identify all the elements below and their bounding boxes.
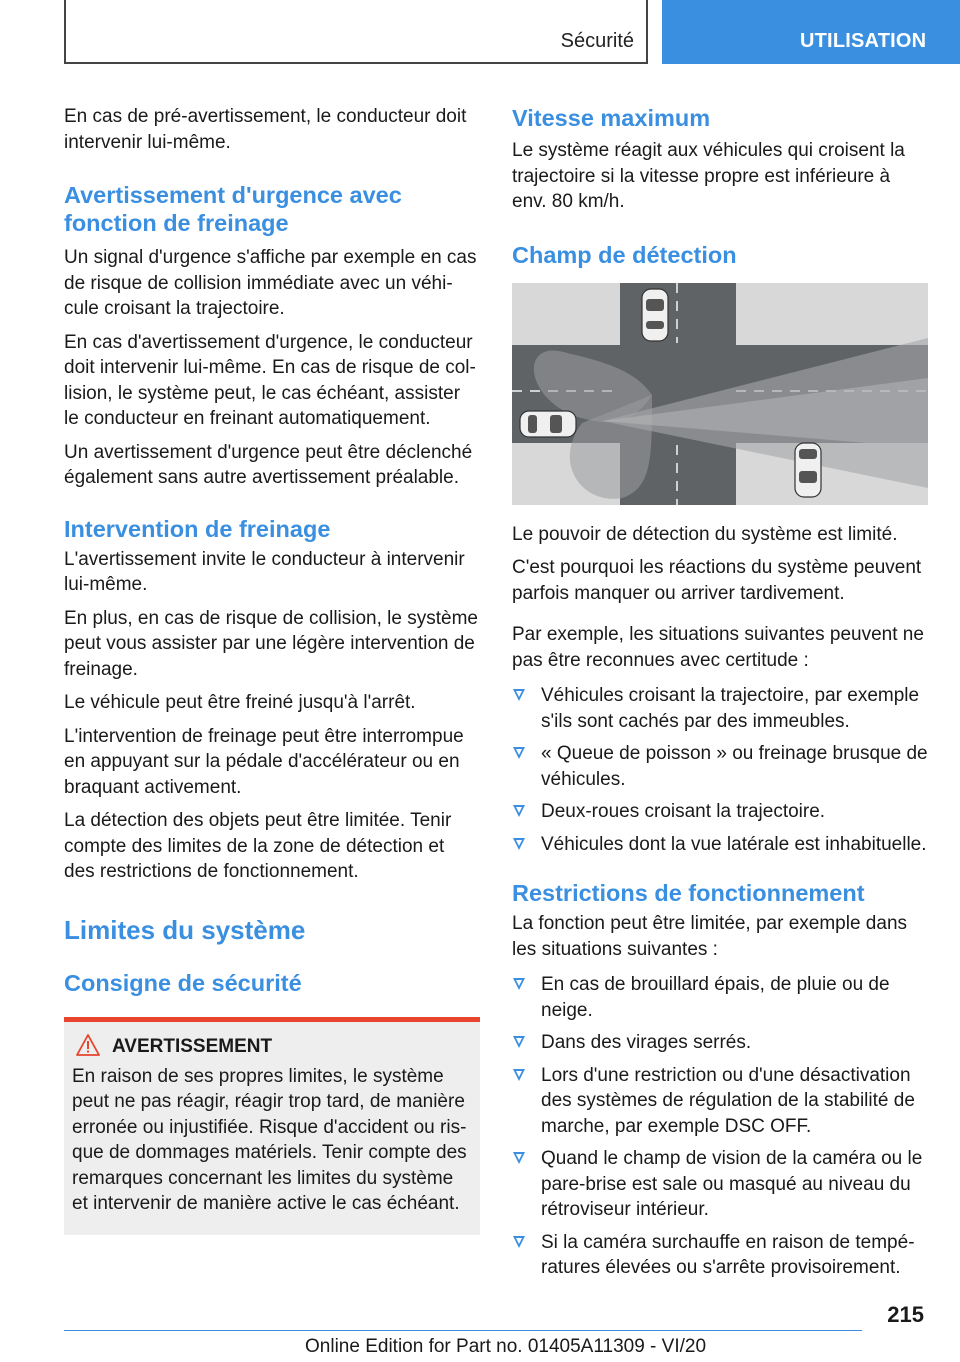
header-section-box <box>64 0 648 64</box>
warning-text: En raison de ses propres limites, le système peut ne pas réagir, réagir trop tard, de manière erronée ou injustifiée. Risque d'accident ou ris-que de dommages matériels. Tenir compte des remarques concernant les limites du système et intervenir de manière active le cas échéant. <box>72 1065 467 1214</box>
right-column <box>512 104 928 1288</box>
bullet-triangle-icon <box>513 1036 525 1048</box>
heading-safety-note: Consigne de sécurité <box>64 969 302 996</box>
car-top <box>642 289 668 341</box>
page-number: 215 <box>887 1302 924 1327</box>
list-item <box>512 683 928 734</box>
list-item <box>512 1063 928 1140</box>
heading-restrictions: Restrictions de fonctionnement <box>512 880 865 906</box>
list-item-text: Si la caméra surchauffe en raison de tempé-ratures élevées ou s'arrête provisoirement. <box>541 1231 915 1278</box>
list-item-text: Quand le champ de vision de la caméra ou le pare-brise est sale ou masqué au niveau du rétroviseur intérieur. <box>541 1148 923 1220</box>
heading-emergency-warning: Avertissement d'urgence avec fonction de freinage <box>64 182 402 236</box>
car-bottom <box>795 443 821 497</box>
list-item-text: Véhicules dont la vue latérale est inhabituelle. <box>541 833 927 855</box>
braking-paragraph-1: L'avertissement invite le conducteur à intervenir lui-même. <box>64 548 465 595</box>
braking-paragraph-3: Le véhicule peut être freiné jusqu'à l'arrêt. <box>64 692 416 713</box>
list-item <box>512 1146 928 1223</box>
bullet-triangle-icon <box>513 978 525 990</box>
heading-system-limits: Limites du système <box>64 914 306 945</box>
detection-paragraph-3: Par exemple, les situations suivantes peuvent ne pas être reconnues avec certitude : <box>512 624 924 671</box>
header-chapter-tab <box>662 0 960 64</box>
bullet-triangle-icon <box>513 1236 525 1248</box>
list-item <box>512 972 928 1023</box>
header-chapter-title: UTILISATION <box>800 30 927 52</box>
list-item-text: « Queue de poisson » ou freinage brusque de véhicules. <box>541 743 928 790</box>
bullet-triangle-icon <box>513 838 525 850</box>
emergency-paragraph-3: Un avertissement d'urgence peut être déclenché également sans autre avertissement préalable. <box>64 441 473 488</box>
heading-braking-intervention: Intervention de freinage <box>64 515 331 542</box>
speed-paragraph: Le système réagit aux véhicules qui croisent la trajectoire si la vitesse propre est inférieure à env. 80 km/h. <box>512 140 905 212</box>
emergency-paragraph-2: En cas d'avertissement d'urgence, le conducteur doit intervenir lui-même. En cas de risque de col-lision, le système peut, le cas échéant, assister le conducteur en freinant automatiquement. <box>64 331 476 429</box>
braking-paragraph-4: L'intervention de freinage peut être interrompue en appuyant sur la pédale d'accélérateur ou en braquant activement. <box>64 725 464 798</box>
list-item-text: Dans des virages serrés. <box>541 1032 752 1053</box>
list-item <box>512 1230 928 1281</box>
bullet-triangle-icon <box>513 689 525 701</box>
braking-paragraph-2: En plus, en cas de risque de collision, le système peut vous assister par une légère intervention de freinage. <box>64 607 478 680</box>
left-column <box>64 104 480 1235</box>
list-item-text: Lors d'une restriction ou d'une désactivation des systèmes de régulation de la stabilité de marche, par exemple DSC OFF. <box>541 1064 915 1137</box>
bullet-triangle-icon <box>513 747 525 759</box>
header-section-title: Sécurité <box>560 30 634 52</box>
list-item-text: En cas de brouillard épais, de pluie ou de neige. <box>541 974 890 1021</box>
braking-paragraph-5: La détection des objets peut être limitée. Tenir compte des limites de la zone de détection et des restrictions de fonctionnement. <box>64 810 452 882</box>
list-item <box>512 741 928 792</box>
detection-list <box>512 683 928 857</box>
warning-triangle-icon <box>76 1034 100 1056</box>
warning-title-row <box>72 1036 472 1058</box>
footer-divider <box>64 1330 862 1331</box>
list-item-text: Deux-roues croisant la trajectoire. <box>541 801 826 822</box>
restrictions-list <box>512 972 928 1281</box>
intro-paragraph: En cas de pré-avertissement, le conducteur doit intervenir lui-même. <box>64 106 467 153</box>
detection-paragraph-1: Le pouvoir de détection du système est limité. <box>512 523 898 545</box>
footer-edition: Online Edition for Part no. 01405A11309 - VI/20 <box>305 1336 707 1357</box>
list-item-text: Véhicules croisant la trajectoire, par exemple s'ils sont cachés par des immeubles. <box>541 685 920 732</box>
car-left <box>520 411 576 437</box>
list-item <box>512 1030 928 1056</box>
heading-detection-field: Champ de détection <box>512 241 737 268</box>
heading-max-speed: Vitesse maximum <box>512 105 711 131</box>
list-item <box>512 799 928 825</box>
bullet-triangle-icon <box>513 1069 525 1081</box>
emergency-paragraph-1: Un signal d'urgence s'affiche par exemple en cas de risque de collision immédiate avec un véhi-cule croisant la trajectoire. <box>64 247 477 319</box>
warning-box <box>64 1017 480 1235</box>
bullet-triangle-icon <box>513 1152 525 1164</box>
bullet-triangle-icon <box>513 805 525 817</box>
detection-field-illustration <box>512 283 928 505</box>
warning-title: AVERTISSEMENT <box>112 1035 273 1057</box>
list-item <box>512 832 928 858</box>
detection-paragraph-2: C'est pourquoi les réactions du système peuvent parfois manquer ou arriver tardivement. <box>512 557 922 604</box>
restrictions-paragraph: La fonction peut être limitée, par exemple dans les situations suivantes : <box>512 913 908 960</box>
